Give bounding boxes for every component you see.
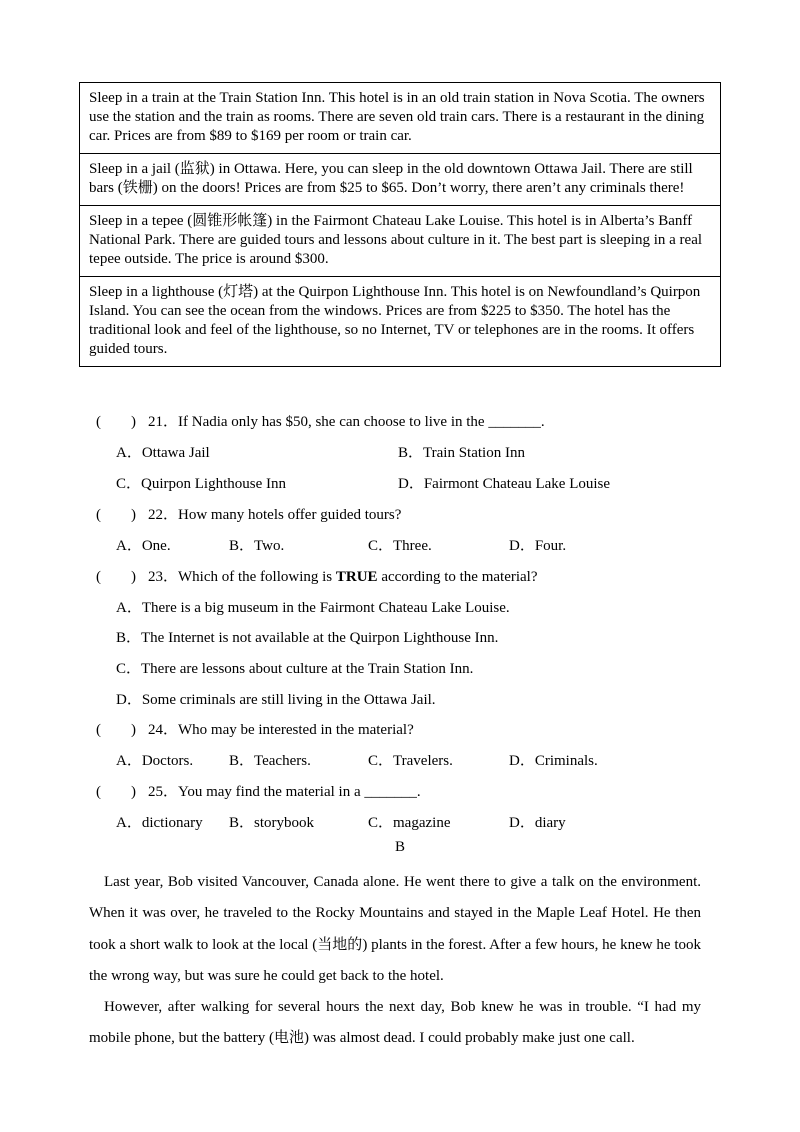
- question-text-end: according to the material?: [377, 569, 538, 585]
- passage-b: [89, 867, 701, 1055]
- question-24: [96, 718, 414, 739]
- passage-paragraph: However, after walking for several hours the next day, Bob knew he was in trouble. “I had my mobile phone, but the battery (电池) was almost dead. I could probably make just one call.: [89, 999, 701, 1047]
- option-22-d[interactable]: D．Four.: [509, 538, 567, 554]
- option-25-d[interactable]: D．diary: [509, 815, 566, 831]
- question-22: [96, 503, 401, 524]
- question-23: [96, 565, 538, 586]
- hotel-cell-ottawa-jail: Sleep in a jail (监狱) in Ottawa. Here, you can sleep in the old downtown Ottawa Jail. There are still bars (铁栅) on the doors! Prices are from $25 to $65. Don’t worry, there aren’t any criminals there!: [80, 154, 720, 206]
- option-22-c[interactable]: C．Three.: [368, 538, 432, 554]
- answer-blank[interactable]: ( ): [96, 507, 136, 523]
- option-24-b[interactable]: B．Teachers.: [229, 753, 311, 769]
- option-25-b[interactable]: B．storybook: [229, 815, 315, 831]
- option-24-d[interactable]: D．Criminals.: [509, 753, 598, 769]
- option-23-c[interactable]: C．There are lessons about culture at the Train Station Inn.: [116, 661, 474, 677]
- hotel-cell-fairmont-chateau: Sleep in a tepee (圆锥形帐篷) in the Fairmont Chateau Lake Louise. This hotel is in Alberta’s Banff National Park. There are guided tours and lessons about culture in it. The best part is sleeping in a real tepee outside. The price is around $300.: [80, 206, 720, 277]
- answer-blank[interactable]: ( ): [96, 569, 136, 585]
- option-21-c[interactable]: C．Quirpon Lighthouse Inn: [116, 476, 286, 492]
- option-22-a[interactable]: A．One.: [116, 538, 171, 554]
- question-text: 24．Who may be interested in the material?: [148, 722, 414, 738]
- option-21-b[interactable]: B．Train Station Inn: [398, 445, 525, 461]
- option-23-d[interactable]: D．Some criminals are still living in the Ottawa Jail.: [116, 692, 436, 708]
- question-21: [96, 410, 545, 431]
- section-title-b: B: [394, 839, 405, 855]
- answer-blank[interactable]: ( ): [96, 784, 136, 800]
- option-21-d[interactable]: D．Fairmont Chateau Lake Louise: [398, 476, 611, 492]
- option-25-c[interactable]: C．magazine: [368, 815, 451, 831]
- option-22-b[interactable]: B．Two.: [229, 538, 285, 554]
- answer-blank[interactable]: ( ): [96, 414, 136, 430]
- option-24-c[interactable]: C．Travelers.: [368, 753, 453, 769]
- option-25-a[interactable]: A．dictionary: [116, 815, 203, 831]
- option-24-a[interactable]: A．Doctors.: [116, 753, 194, 769]
- answer-blank[interactable]: ( ): [96, 722, 136, 738]
- question-text: 25．You may find the material in a _______.: [148, 784, 421, 800]
- question-text: 23．Which of the following is: [148, 569, 336, 585]
- hotel-cell-quirpon-lighthouse: Sleep in a lighthouse (灯塔) at the Quirpon Lighthouse Inn. This hotel is on Newfoundland’s Quirpon Island. You can see the ocean from the windows. Prices are from $225 to $350. The hotel has the traditional look and feel of the lighthouse, so no Internet, TV or telephones are in the rooms. It offers guided tours.: [89, 284, 701, 357]
- hotel-table: [79, 82, 721, 367]
- question-text: 21．If Nadia only has $50, she can choose to live in the _______.: [148, 414, 545, 430]
- option-23-b[interactable]: B．The Internet is not available at the Quirpon Lighthouse Inn.: [116, 630, 499, 646]
- question-text: 22．How many hotels offer guided tours?: [148, 507, 402, 523]
- question-emphasis: TRUE: [335, 569, 378, 585]
- hotel-cell-train-station-inn: Sleep in a train at the Train Station Inn. This hotel is in an old train station in Nova Scotia. The owners use the station and the train as rooms. There are seven old train cars. There is a restaurant in the dining car. Prices are from $89 to $169 per room or train car.: [80, 83, 720, 154]
- question-25: [96, 780, 421, 801]
- option-21-a[interactable]: A．Ottawa Jail: [116, 445, 210, 461]
- option-23-a[interactable]: A．There is a big museum in the Fairmont Chateau Lake Louise.: [116, 600, 510, 616]
- passage-paragraph: Last year, Bob visited Vancouver, Canada alone. He went there to give a talk on the environment. When it was over, he traveled to the Rocky Mountains and stayed in the Maple Leaf Hotel. He then took a short walk to look at the local (当地的) plants in the forest. After a few hours, he knew he took the wrong way, but was sure he could get back to the hotel.: [89, 874, 701, 984]
